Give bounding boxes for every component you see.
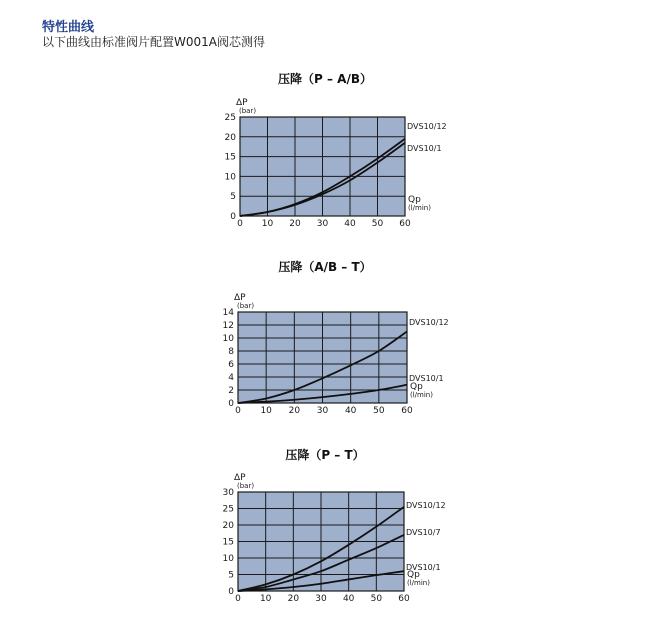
y-tick-label: 5 [230,192,236,203]
y-tick-label: 15 [224,152,236,163]
x-tick-label: 50 [370,594,383,604]
y-tick-label: 10 [224,172,236,183]
chart-title-p-t: 压降（P – T） [285,448,365,462]
y-axis-unit: (bar) [237,482,255,490]
chart-p-t [0,470,650,610]
x-axis-label: Qp [410,382,423,392]
series-label: DVS10/1 [409,374,444,383]
y-axis-label: ΔP [236,98,248,108]
x-tick-label: 10 [261,219,274,229]
x-tick-label: 40 [342,594,355,604]
x-axis-label: Qp [408,195,421,205]
y-tick-label: 25 [224,113,236,123]
y-tick-label: 10 [222,554,234,564]
y-tick-label: 6 [228,360,234,370]
x-axis-unit: (l/min) [408,204,431,212]
x-tick-label: 50 [371,219,384,229]
y-axis-unit: (bar) [239,107,257,115]
x-tick-label: 60 [398,594,410,604]
series-label: DVS10/12 [407,122,447,131]
series-label: DVS10/1 [406,563,441,572]
x-tick-label: 50 [373,406,385,416]
y-axis-label: ΔP [234,473,246,483]
y-tick-label: 25 [222,504,234,515]
y-tick-label: 0 [228,587,234,597]
y-tick-label: 0 [228,399,234,409]
x-tick-label: 30 [316,406,329,416]
x-tick-label: 10 [259,594,272,604]
x-tick-label: 30 [316,219,329,229]
x-tick-label: 60 [399,219,411,229]
x-tick-label: 40 [344,219,356,229]
section-heading: 特性曲线 [42,20,95,35]
section-subtitle: 以下曲线由标准阀片配置W001A阀芯测得 [42,35,265,49]
y-axis-unit: (bar) [237,302,255,310]
x-axis-unit: (l/min) [410,391,433,399]
series-label: DVS10/12 [406,501,446,510]
x-tick-label: 0 [235,406,241,416]
y-tick-label: 15 [222,537,234,548]
chart-ab-t [0,284,650,424]
y-tick-label: 30 [222,488,234,498]
y-tick-label: 10 [222,334,234,344]
x-tick-label: 60 [401,406,413,416]
x-tick-label: 30 [315,594,327,604]
x-axis-unit: (l/min) [407,579,430,587]
y-tick-label: 14 [222,308,234,318]
chart-p-ab [0,95,650,235]
x-tick-label: 0 [235,594,241,604]
y-tick-label: 20 [224,132,236,143]
y-tick-label: 4 [228,373,234,383]
x-tick-label: 20 [288,406,301,416]
y-tick-label: 8 [228,347,234,357]
y-tick-label: 20 [222,521,234,531]
series-label: DVS10/1 [407,144,442,153]
chart-title-p-ab: 压降（P – A/B） [278,72,372,86]
x-tick-label: 10 [260,406,272,416]
series-label: DVS10/12 [409,318,449,327]
x-axis-label: Qp [407,570,420,580]
x-tick-label: 20 [289,219,301,229]
y-axis-label: ΔP [234,293,246,303]
x-tick-label: 40 [344,406,357,416]
chart-title-ab-t: 压降（A/B – T） [278,260,372,274]
y-tick-label: 5 [228,570,234,581]
x-tick-label: 20 [287,594,300,604]
x-tick-label: 0 [237,219,243,229]
y-tick-label: 0 [230,212,236,222]
y-tick-label: 12 [222,321,234,331]
y-tick-label: 2 [228,386,234,396]
series-label: DVS10/7 [406,528,441,537]
